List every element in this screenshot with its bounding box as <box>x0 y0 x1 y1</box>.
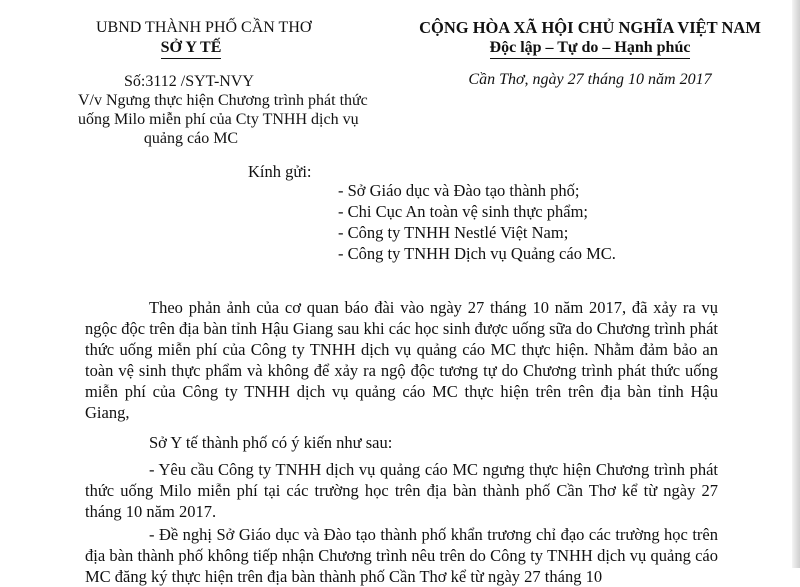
greeting: Kính gửi: <box>248 162 312 181</box>
document-number: Số:3112 /SYT-NVY <box>124 73 254 90</box>
recipient-item: - Chi Cục An toàn vệ sinh thực phẩm; <box>338 202 588 221</box>
department-name <box>96 38 286 59</box>
body-paragraph: - Đề nghị Sở Giáo dục và Đào tạo thành phố khẩn trương chỉ đạo các trường học trên địa bàn thành phố không tiếp nhận Chương trình nêu trên do Công ty TNHH dịch vụ quảng cáo MC đăng ký thực hiện trên địa bàn thành phố Cần Thơ kể từ ngày 27 tháng 10 <box>85 525 718 586</box>
page-edge-shadow <box>792 0 800 568</box>
place-date: Cần Thơ, ngày 27 tháng 10 năm 2017 <box>468 71 712 88</box>
subject-line-3: quảng cáo MC <box>143 130 239 147</box>
recipient-item: - Công ty TNHH Dịch vụ Quảng cáo MC. <box>338 244 616 263</box>
body-paragraph: Theo phản ảnh của cơ quan báo đài vào ngày 27 tháng 10 năm 2017, đã xảy ra vụ ngộc độc trên địa bàn tỉnh Hậu Giang sau khi các học sinh được uống sữa do Chương trình phát thức uống miễn phí của Công ty TNHH dịch vụ quảng cáo MC thực hiện. Nhằm đảm bảo an toàn vệ sinh thực phẩm và không để xảy ra ngộ độc tương tự do Chương trình phát thức uống miễn phí của Công ty TNHH dịch vụ quảng cáo MC thực hiện trên trên địa bàn tỉnh Hậu Giang, <box>85 298 718 422</box>
authority-name: UBND THÀNH PHỐ CẦN THƠ <box>96 19 312 36</box>
body-paragraph: - Yêu cầu Công ty TNHH dịch vụ quảng cáo MC ngưng thực hiện Chương trình phát thức uống Milo miễn phí tại các trường học trên địa bàn thành phố Cần Thơ kể từ ngày 27 tháng 10 năm 2017. <box>85 460 718 521</box>
recipient-item: - Công ty TNHH Nestlé Việt Nam; <box>338 223 569 242</box>
department-label: SỞ Y TẾ <box>161 38 222 59</box>
national-title: CỘNG HÒA XÃ HỘI CHỦ NGHĨA VIỆT NAM <box>419 18 761 37</box>
motto-label: Độc lập – Tự do – Hạnh phúc <box>490 38 691 59</box>
body-paragraph: Sở Y tế thành phố có ý kiến như sau: <box>149 433 393 452</box>
national-motto <box>380 38 800 59</box>
subject-line-1: V/v Ngưng thực hiện Chương trình phát thức <box>78 92 368 109</box>
subject-line-2: uống Milo miễn phí của Cty TNHH dịch vụ <box>78 111 359 128</box>
recipient-item: - Sở Giáo dục và Đào tạo thành phố; <box>338 181 580 200</box>
